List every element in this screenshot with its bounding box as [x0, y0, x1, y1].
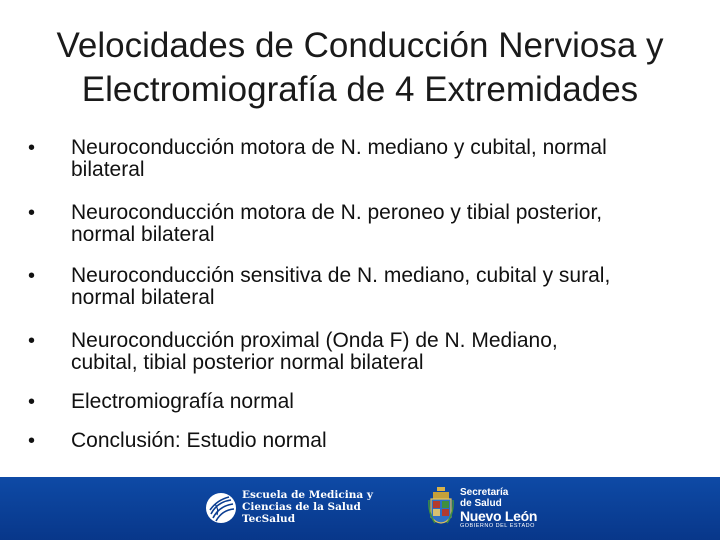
health-logo-line: Secretaría: [460, 487, 509, 498]
bullet-text-line: Neuroconducción sensitiva de N. mediano, cubital y sural,: [71, 264, 611, 287]
bullet-text-line: bilateral: [71, 158, 145, 181]
globe-stripes-logo-icon: [205, 492, 237, 524]
health-logo-line: Nuevo León: [460, 508, 538, 524]
school-logo-text: [242, 489, 373, 525]
slide-title-line-1: Velocidades de Conducción Nerviosa y: [56, 26, 664, 65]
bullet-dot: •: [28, 202, 36, 224]
footer-bar: [0, 477, 720, 540]
state-crest-icon: [428, 485, 454, 531]
bullet-text-line: normal bilateral: [71, 286, 215, 309]
bullet-text: [71, 137, 681, 181]
school-logo-line: Escuela de Medicina y: [242, 489, 373, 501]
bullet-text-line: Neuroconducción motora de N. mediano y cubital, normal: [71, 136, 607, 159]
health-logo-line: de Salud: [460, 498, 502, 509]
bullet-dot: •: [28, 330, 36, 352]
slide-title-line-2: Electromiografía de 4 Extremidades: [81, 70, 639, 109]
bullet-text: [71, 202, 681, 246]
bullet-dot: •: [28, 265, 36, 287]
bullet-text-line: normal bilateral: [71, 223, 215, 246]
bullet-text: [71, 430, 681, 452]
bullet-text: [71, 330, 681, 374]
bullet-text-line: Neuroconducción proximal (Onda F) de N. Mediano,: [71, 329, 558, 352]
school-logo-line: TecSalud: [242, 513, 296, 525]
bullet-text: [71, 391, 681, 413]
bullet-dot: •: [28, 391, 36, 413]
bullet-dot: •: [28, 430, 36, 452]
bullet-dot: •: [28, 137, 36, 159]
health-logo-line: GOBIERNO DEL ESTADO: [460, 523, 535, 529]
bullet-text-line: Electromiografía normal: [71, 390, 294, 413]
school-logo-line: Ciencias de la Salud: [242, 501, 361, 513]
health-secretariat-logo-text: [460, 488, 537, 530]
bullet-text-line: Neuroconducción motora de N. peroneo y tibial posterior,: [71, 201, 603, 224]
bullet-text-line: Conclusión: Estudio normal: [71, 429, 327, 452]
bullet-text: [71, 265, 681, 309]
bullet-text-line: cubital, tibial posterior normal bilateral: [71, 351, 424, 374]
